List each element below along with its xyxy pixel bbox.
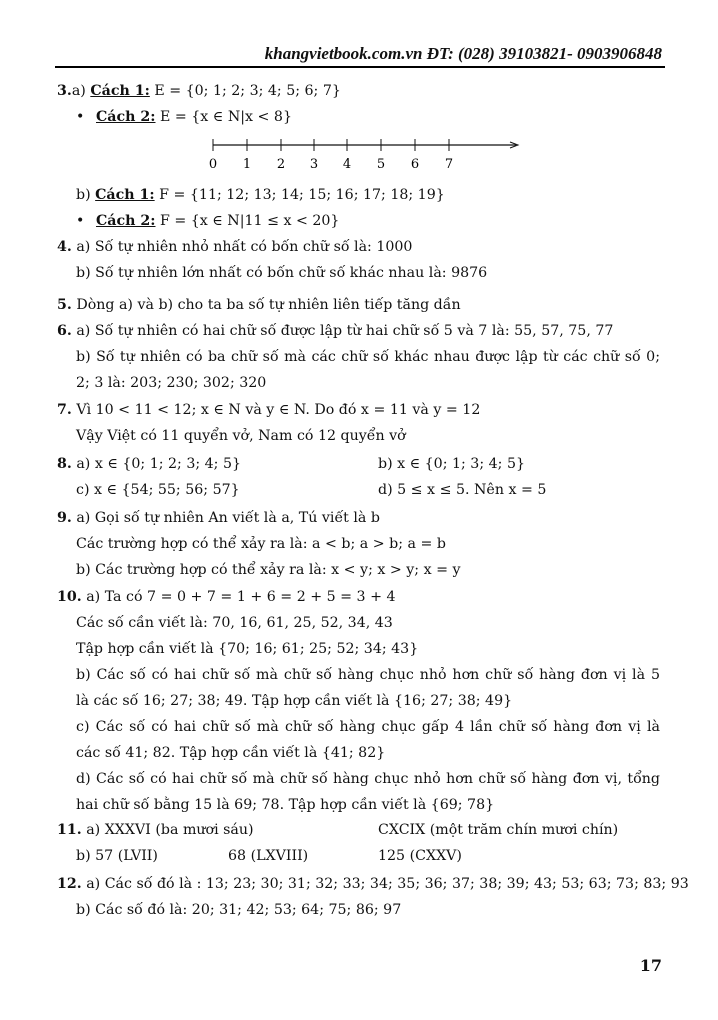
answer-line [57,588,396,606]
page-header: khangvietbook.com.vn ĐT: (028) 39103821- 0903906848 [264,44,662,63]
part-label: a) [71,83,91,99]
answer-text: c) Các số có hai chữ số mà chữ số hàng chục gấp 4 lần chữ số hàng đơn vị là [76,719,660,735]
answer-text: Các trường hợp có thể xảy ra là: a < b; a > b; a = b [76,536,446,552]
answer-line [76,614,393,632]
answer-text: hai chữ số bằng 15 là 69; 78. Tập hợp cần viết là {69; 78} [76,797,495,813]
answer-column-right: d) 5 ≤ x ≤ 5. Nên x = 5 [378,482,547,498]
answer-text: d) Các số có hai chữ số mà chữ số hàng chục nhỏ hơn chữ số hàng đơn vị, tổng [76,771,660,787]
answer-line [76,348,660,366]
answer-column-right: b) x ∈ {0; 1; 3; 4; 5} [378,456,525,472]
answer-text: b) Các số đó là: 20; 31; 42; 53; 64; 75; 86; 97 [76,902,402,918]
answer-column-middle: 68 (LXVIII) [228,848,309,864]
answer-line [76,264,487,282]
answer-text: Tập hợp cần viết là {70; 16; 61; 25; 52; 34; 43} [76,641,419,657]
answer-line [76,427,406,445]
answer-text: a) Ta có 7 = 0 + 7 = 1 + 6 = 2 + 5 = 3 + 4 [81,589,396,605]
number-line [0,0,718,200]
answer-line [57,82,341,100]
method-label: Cách 2: [96,213,156,229]
answer-line [57,821,619,839]
answer-line [76,640,418,658]
question-number: 10. [57,589,82,605]
part-label: b) [76,187,96,203]
answer-text: Dòng a) và b) cho ta ba số tự nhiên liên tiếp tăng dần [71,297,461,313]
answer-line [76,108,292,126]
answer-line [57,238,412,256]
number-line-label: 0 [208,157,218,172]
answer-line [76,770,660,788]
answer-line [76,374,266,392]
bullet-icon: • [76,109,85,125]
answer-text: a) XXXVI (ba mươi sáu) [81,822,254,838]
method-label: Cách 1: [90,83,150,99]
answer-text: Các số cần viết là: 70, 16, 61, 25, 52, 34, 43 [76,615,393,631]
answer-text: a) Số tự nhiên nhỏ nhất có bốn chữ số là: 1000 [71,239,413,255]
answer-text: a) Gọi số tự nhiên An viết là a, Tú viết là b [71,510,380,526]
question-number: 12. [57,876,82,892]
answer-line [76,847,462,865]
answer-line [57,401,480,419]
answer-line [57,875,689,893]
answer-text: b) Số tự nhiên có ba chữ số mà các chữ số khác nhau được lập từ các chữ số 0; [76,349,660,365]
number-line-label: 5 [376,157,386,172]
answer-line [76,692,512,710]
answer-text: b) 57 (LVII) [76,848,158,864]
answer-text: a) Các số đó là : 13; 23; 30; 31; 32; 33; 34; 35; 36; 37; 38; 39; 43; 53; 63; 73; 83; 93 [81,876,689,892]
answer-line [76,718,660,736]
answer-column-right: CXCIX (một trăm chín mươi chín) [378,822,619,838]
number-line-label: 6 [410,157,420,172]
number-line-label: 4 [342,157,352,172]
answer-line [57,322,613,340]
answer-line [57,455,525,473]
answer-line [76,744,385,762]
answer-column-right: 125 (CXXV) [378,848,462,864]
number-line-label: 7 [444,157,454,172]
answer-text: F = {11; 12; 13; 14; 15; 16; 17; 18; 19} [154,187,445,203]
bullet-icon: • [76,213,85,229]
answer-text: c) x ∈ {54; 55; 56; 57} [76,482,240,498]
question-number: 5. [57,297,72,313]
question-number: 3. [57,83,72,99]
answer-line [76,535,446,553]
answer-line [76,186,445,204]
question-number: 6. [57,323,72,339]
method-label: Cách 1: [95,187,155,203]
question-number: 9. [57,510,72,526]
answer-text: Vậy Việt có 11 quyển vở, Nam có 12 quyển vở [76,428,406,444]
answer-text: là các số 16; 27; 38; 49. Tập hợp cần viết là {16; 27; 38; 49} [76,693,513,709]
question-number: 7. [57,402,72,418]
question-number: 4. [57,239,72,255]
question-number: 8. [57,456,72,472]
answer-text: các số 41; 82. Tập hợp cần viết là {41; 82} [76,745,386,761]
answer-line [76,212,339,230]
answer-text: 2; 3 là: 203; 230; 302; 320 [76,375,267,391]
answer-text: b) Các số có hai chữ số mà chữ số hàng chục nhỏ hơn chữ số hàng đơn vị là 5 [76,667,660,683]
answer-line [76,561,461,579]
number-line-label: 1 [242,157,252,172]
answer-line [57,509,380,527]
method-label: Cách 2: [96,109,156,125]
answer-text: F = {x ∈ N|11 ≤ x < 20} [155,213,340,229]
answer-text: Vì 10 < 11 < 12; x ∈ N và y ∈ N. Do đó x = 11 và y = 12 [71,402,481,418]
number-line-label: 3 [309,157,319,172]
page-number: 17 [639,956,662,975]
answer-line [76,666,660,684]
answer-text: E = {x ∈ N|x < 8} [155,109,292,125]
answer-text: b) Các trường hợp có thể xảy ra là: x < y; x > y; x = y [76,562,461,578]
answer-text: a) Số tự nhiên có hai chữ số được lập từ hai chữ số 5 và 7 là: 55, 57, 75, 77 [71,323,614,339]
question-number: 11. [57,822,82,838]
answer-line [76,796,494,814]
answer-text: a) x ∈ {0; 1; 2; 3; 4; 5} [71,456,242,472]
answer-text: b) Số tự nhiên lớn nhất có bốn chữ số khác nhau là: 9876 [76,265,488,281]
answer-line [57,296,461,314]
answer-line [76,901,401,919]
answer-line [76,481,547,499]
answer-text: E = {0; 1; 2; 3; 4; 5; 6; 7} [149,83,341,99]
number-line-label: 2 [276,157,286,172]
